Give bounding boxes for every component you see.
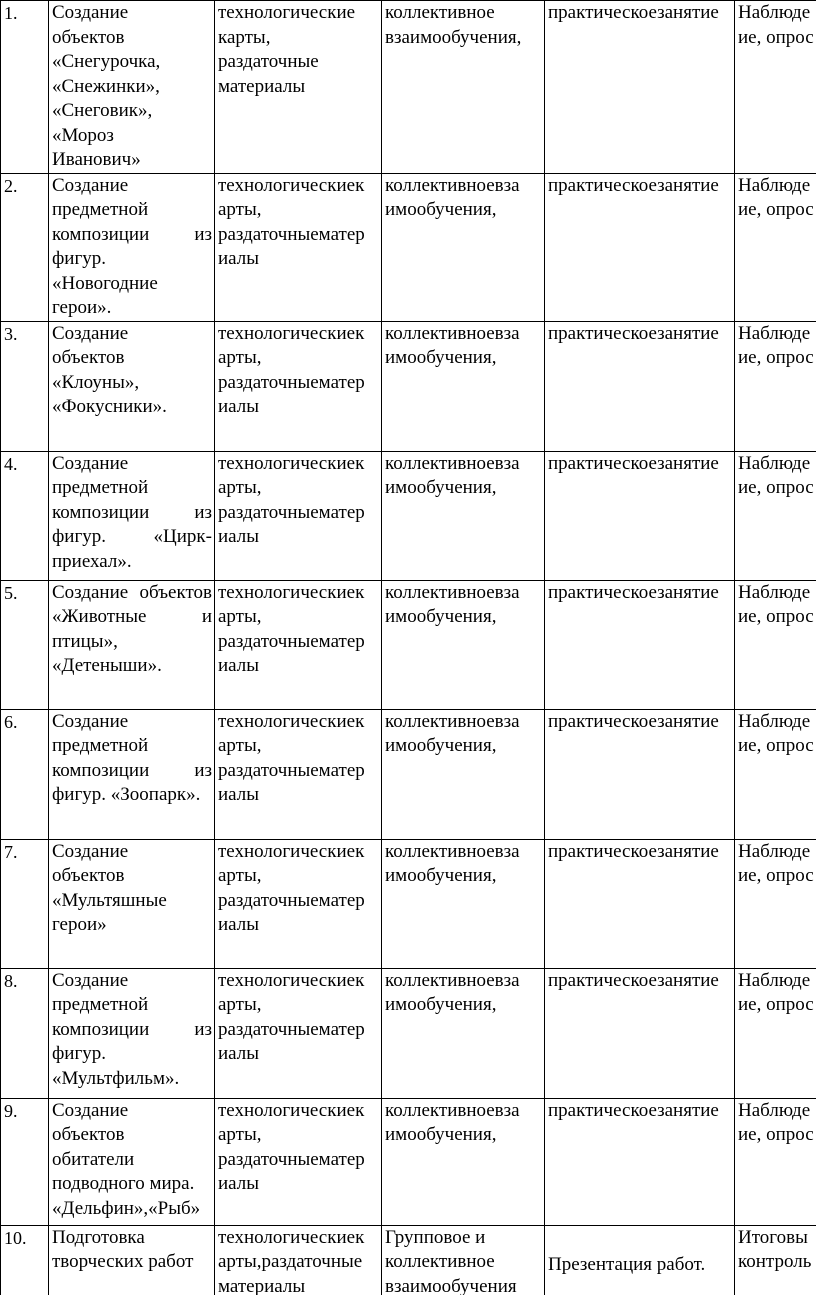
lesson-topic: Создание предметной композиции из фигур. «Зоопарк». <box>49 709 215 839</box>
lesson-topic: Создание объектов «Снегурочка, «Снежинки», «Снеговик», «Мороз Иванович» <box>49 1 215 174</box>
lesson-control: Наблюде ие, опрос <box>735 321 816 451</box>
lesson-control: Наблюде ие, опрос <box>735 451 816 580</box>
lesson-method: коллективноевза имообучения, <box>382 839 545 968</box>
lesson-materials: технологическиек арты, раздаточныематер иалы <box>215 580 382 709</box>
lesson-topic: Создание объектов «Мультяшные герои» <box>49 839 215 968</box>
lesson-control: Наблюде ие, опрос <box>735 709 816 839</box>
lesson-form: практическоезанятие <box>545 709 735 839</box>
lesson-method: коллективноевза имообучения, <box>382 580 545 709</box>
table-row <box>1 839 816 968</box>
row-number: 2. <box>1 173 49 321</box>
lesson-method: коллективноевза имообучения, <box>382 321 545 451</box>
row-number: 9. <box>1 1098 49 1225</box>
table-row <box>1 580 816 709</box>
lesson-materials: технологическиек арты, раздаточныематер иалы <box>215 173 382 321</box>
lesson-topic: Создание объектов «Клоуны», «Фокусники». <box>49 321 215 451</box>
row-number: 3. <box>1 321 49 451</box>
lesson-method: Групповое и коллективное взаимообучения <box>382 1225 545 1295</box>
lesson-form: практическоезанятие <box>545 1098 735 1225</box>
lesson-method: коллективноевза имообучения, <box>382 968 545 1098</box>
lesson-materials: технологическиек арты, раздаточныематер иалы <box>215 709 382 839</box>
table-row <box>1 709 816 839</box>
lesson-topic: Создание предметной композиции из фигур. «Новогодние герои». <box>49 173 215 321</box>
lesson-form: практическоезанятие <box>545 321 735 451</box>
lesson-control: Наблюде ие, опрос <box>735 968 816 1098</box>
lesson-topic: Создание объектов «Животные и птицы», «Детеныши». <box>49 580 215 709</box>
lesson-control: Наблюде ие, опрос <box>735 1098 816 1225</box>
lesson-topic: Создание предметной композиции из фигур. «Цирк-приехал». <box>49 451 215 580</box>
table-row <box>1 1 816 174</box>
lesson-topic: Создание предметной композиции из фигур. «Мультфильм». <box>49 968 215 1098</box>
lesson-method: коллективноевза имообучения, <box>382 451 545 580</box>
table-row <box>1 1225 816 1295</box>
table-row <box>1 451 816 580</box>
lesson-materials: технологическиек арты, раздаточныематер иалы <box>215 451 382 580</box>
table-row <box>1 1098 816 1225</box>
lesson-materials: технологическиек арты, раздаточныематер иалы <box>215 321 382 451</box>
lesson-method: коллективноевза имообучения, <box>382 173 545 321</box>
table-row <box>1 968 816 1098</box>
lesson-materials: технологическиек арты, раздаточныематер иалы <box>215 839 382 968</box>
lesson-method: коллективноевза имообучения, <box>382 709 545 839</box>
lesson-control: Итоговы контроль <box>735 1225 816 1295</box>
lesson-form: практическоезанятие <box>545 1 735 174</box>
row-number: 7. <box>1 839 49 968</box>
lesson-form: практическоезанятие <box>545 968 735 1098</box>
lesson-method: коллективное взаимообучения, <box>382 1 545 174</box>
lesson-method: коллективноевза имообучения, <box>382 1098 545 1225</box>
lesson-materials: технологическиек арты, раздаточныематер иалы <box>215 968 382 1098</box>
lesson-materials: технологические карты, раздаточные материалы <box>215 1 382 174</box>
lesson-control: Наблюде ие, опрос <box>735 173 816 321</box>
lesson-materials: технологическиек арты, раздаточныематер иалы <box>215 1098 382 1225</box>
lesson-form: практическоезанятие <box>545 580 735 709</box>
table-row <box>1 321 816 451</box>
lesson-form: практическоезанятие <box>545 451 735 580</box>
lesson-topic: Создание объектов обитатели подводного мира. «Дельфин»,«Рыб» <box>49 1098 215 1225</box>
lesson-materials: технологическиек арты,раздаточные материалы <box>215 1225 382 1295</box>
row-number: 10. <box>1 1225 49 1295</box>
lesson-form: практическоезанятие <box>545 839 735 968</box>
row-number: 6. <box>1 709 49 839</box>
row-number: 8. <box>1 968 49 1098</box>
lesson-form: Презентация работ. <box>545 1225 735 1295</box>
lesson-form: практическоезанятие <box>545 173 735 321</box>
row-number: 1. <box>1 1 49 174</box>
lesson-control: Наблюде ие, опрос <box>735 580 816 709</box>
row-number: 5. <box>1 580 49 709</box>
lesson-control: Наблюде ие, опрос <box>735 1 816 174</box>
lesson-control: Наблюде ие, опрос <box>735 839 816 968</box>
row-number: 4. <box>1 451 49 580</box>
table-row <box>1 173 816 321</box>
lesson-topic: Подготовка творческих работ <box>49 1225 215 1295</box>
